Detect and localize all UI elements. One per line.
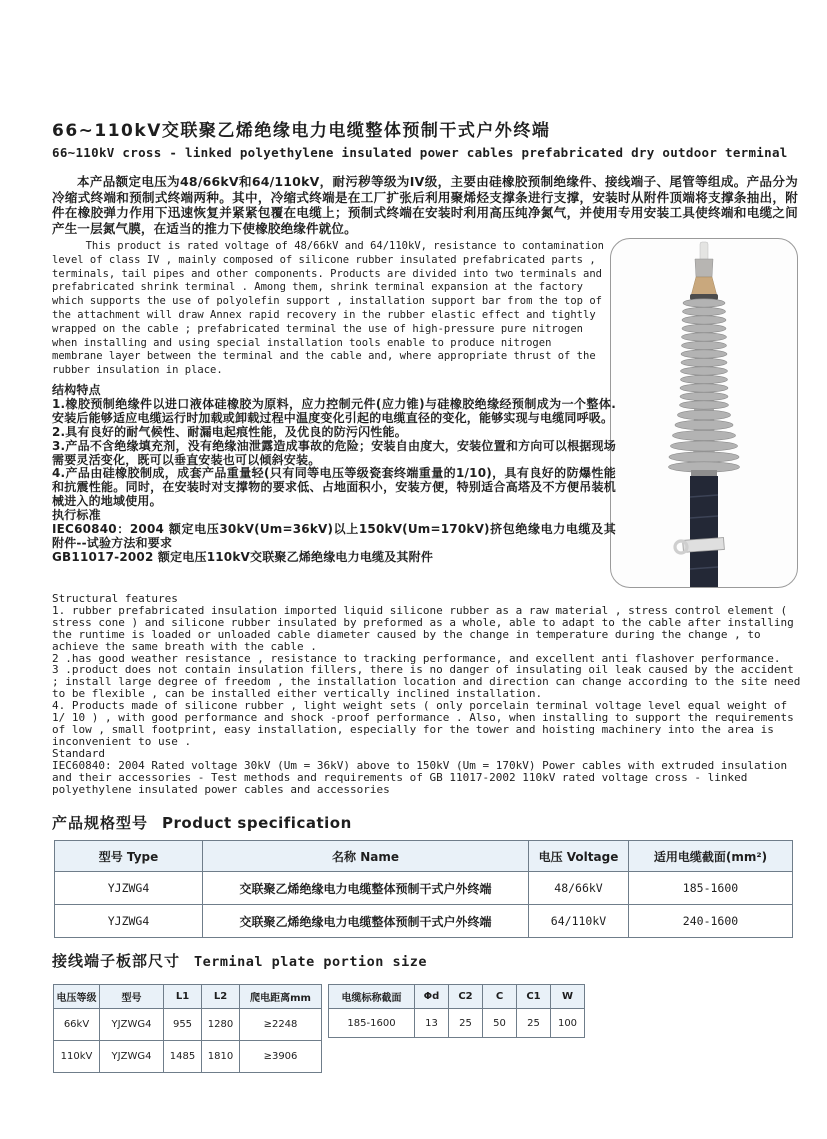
size-col-creepage: 爬电距离mm bbox=[240, 985, 322, 1009]
spec-table-row-1 bbox=[55, 872, 793, 905]
dim-col-phid: Φd bbox=[415, 985, 449, 1009]
spec-heading-zh: 产品规格型号 bbox=[52, 814, 149, 832]
size-cell: ≥2248 bbox=[240, 1009, 322, 1041]
standard-zh-line-1: IEC60840：2004 额定电压30kV(Um=36kV)以上150kV(Um=170kV)挤包绝缘电力电缆及其附件--试验方法和要求 bbox=[52, 522, 616, 550]
size-cell: 955 bbox=[164, 1009, 202, 1041]
spec-col-voltage: 电压 Voltage bbox=[529, 841, 629, 872]
terminal-section-heading bbox=[52, 950, 427, 971]
size-cell: 1810 bbox=[202, 1041, 240, 1073]
dim-cell: 185-1600 bbox=[329, 1009, 415, 1038]
dim-col-c2: C2 bbox=[449, 985, 483, 1009]
spec-col-type: 型号 Type bbox=[55, 841, 203, 872]
size-cell: 110kV bbox=[54, 1041, 100, 1073]
spec-cell-name: 交联聚乙烯绝缘电力电缆整体预制干式户外终端 bbox=[203, 905, 529, 938]
product-spec-table bbox=[54, 840, 793, 938]
spec-col-name: 名称 Name bbox=[203, 841, 529, 872]
standard-en-text: IEC60840: 2004 Rated voltage 30kV (Um = 36kV) above to 150kV (Um = 170kV) Power cables with extruded insulation and their accessories - Test methods and requirements of GB 11017-2002 110kV rated voltage cross - linked polyethylene insulated power cables and accessories bbox=[52, 758, 788, 796]
dim-table-header-row bbox=[329, 985, 585, 1009]
size-table-header-row bbox=[54, 985, 322, 1009]
features-en-item-1: 1. rubber prefabricated insulation imported liquid silicone rubber as a raw material , stress control element ( stress cone ) and silicone rubber insulated by preformed as a whole, able to adapt to the cable after installing the runtime is loaded or unloaded cable diameter caused by the change in temperature during the change , to achieve the same breath with the cable . bbox=[52, 603, 794, 653]
features-zh-item-2: 2.具有良好的耐气候性、耐漏电起痕性能，及优良的防污闪性能。 bbox=[52, 424, 407, 439]
cable-terminal-photo bbox=[611, 239, 797, 587]
standard-zh-line-2: GB11017-2002 额定电压110kV交联聚乙烯绝缘电力电缆及其附件 bbox=[52, 549, 434, 564]
dim-cell: 25 bbox=[517, 1009, 551, 1038]
size-col-l2: L2 bbox=[202, 985, 240, 1009]
features-en-item-2: 2 .has good weather resistance , resistance to tracking performance, and excellent anti flashover performance. bbox=[52, 651, 781, 665]
features-zh-item-1: 1.橡胶预制绝缘件以进口液体硅橡胶为原料，应力控制元件(应力锥)与硅橡胶绝缘经预制成为一个整体.安装后能够适应电缆运行时加载或卸载过程中温度变化引起的电缆直径的变化，能够实现与电缆同呼吸。 bbox=[52, 396, 616, 425]
size-cell: YJZWG4 bbox=[100, 1009, 164, 1041]
features-zh-item-4: 4.产品由硅橡胶制成，成套产品重量轻(只有同等电压等级瓷套终端重量的1/10)，具有良好的防爆性能和抗震性能。同时，在安装时对支撑物的要求低、占地面积小，安装方便，特别适合高塔及不方便吊装机械进入的地域使用。 bbox=[52, 466, 616, 509]
spec-table-row-2 bbox=[55, 905, 793, 938]
dim-cell: 100 bbox=[551, 1009, 585, 1038]
features-en-heading: Structural features bbox=[52, 592, 178, 605]
size-col-l1: L1 bbox=[164, 985, 202, 1009]
spec-cell-section: 240-1600 bbox=[629, 905, 793, 938]
spec-cell-name: 交联聚乙烯绝缘电力电缆整体预制干式户外终端 bbox=[203, 872, 529, 905]
spec-section-heading bbox=[52, 812, 352, 833]
features-zh-item-3: 3.产品不含绝缘填充剂，没有绝缘油泄露造成事故的危险；安装自由度大，安装位置和方向可以根据现场需要灵活变化，既可以垂直安装也可以倾斜安装。 bbox=[52, 438, 616, 467]
spec-cell-voltage: 48/66kV bbox=[529, 872, 629, 905]
size-col-voltage-class: 电压等级 bbox=[54, 985, 100, 1009]
dim-col-c: C bbox=[483, 985, 517, 1009]
terminal-dim-table bbox=[328, 984, 585, 1038]
page-title-en: 66~110kV cross - linked polyethylene insulated power cables prefabricated dry outdoor terminal bbox=[52, 145, 788, 160]
dim-cell: 13 bbox=[415, 1009, 449, 1038]
intro-paragraph-en: This product is rated voltage of 48/66kV and 64/110kV, resistance to contamination level of class IV , mainly composed of silicone rubber insulated prefabricated parts , terminals, tail pipes and other components. Products are divided into two terminals and prefabricated shrink terminal . Among them, shrink terminal expansion at the factory which supports the use of polyolefin support , installation support bar from the top of the attachment will draw Annex rapid recovery in the rubber elastic effect and tightly wrapped on the cable ; prefabricated terminal the use of high-pressure pure nitrogen when installing and using special installation tools enable to produce nitrogen membrane layer between the terminal and the cable and, where appropriate thrust of the rubber insulation in place. bbox=[52, 240, 604, 377]
size-cell: YJZWG4 bbox=[100, 1041, 164, 1073]
size-table-row-1 bbox=[54, 1009, 322, 1041]
features-en-item-3: 3 .product does not contain insulation fillers, there is no danger of insulating oil leak caused by the accident ; install large degree of freedom , the installation location and direction can change according to the site need to be flexible , can be installed either vertically inclined installation. bbox=[52, 663, 801, 701]
size-cell: 66kV bbox=[54, 1009, 100, 1041]
features-en-item-4: 4. Products made of silicone rubber , light weight sets ( only porcelain terminal voltage level equal weight of 1/ 10 ) , with good performance and shock -proof performance . Also, when installing to support the requirements of low , small footprint, easy installation, especially for the tower and hoisting machinery into the area is inconvenient to use . bbox=[52, 699, 794, 748]
dim-cell: 50 bbox=[483, 1009, 517, 1038]
product-photo-frame bbox=[610, 238, 798, 588]
spec-cell-voltage: 64/110kV bbox=[529, 905, 629, 938]
size-col-type: 型号 bbox=[100, 985, 164, 1009]
structural-features-en bbox=[52, 593, 806, 795]
spec-cell-type: YJZWG4 bbox=[55, 872, 203, 905]
spec-cell-type: YJZWG4 bbox=[55, 905, 203, 938]
page-title: 66~110kV交联聚乙烯绝缘电力电缆整体预制干式户外终端 bbox=[52, 121, 551, 141]
standard-en-heading: Standard bbox=[52, 746, 105, 760]
dim-table-row-1 bbox=[329, 1009, 585, 1038]
spec-heading-en: Product specification bbox=[162, 814, 352, 832]
dim-col-cable-section: 电缆标称截面 bbox=[329, 985, 415, 1009]
spec-col-section: 适用电缆截面(mm²) bbox=[629, 841, 793, 872]
structural-features-zh bbox=[52, 384, 616, 565]
standard-zh-heading: 执行标准 bbox=[52, 508, 101, 523]
terminal-heading-zh: 接线端子板部尺寸 bbox=[52, 952, 181, 970]
size-cell: 1280 bbox=[202, 1009, 240, 1041]
size-cell: 1485 bbox=[164, 1041, 202, 1073]
intro-paragraph-zh: 本产品额定电压为48/66kV和64/110kV，耐污秽等级为IV级，主要由硅橡胶预制绝缘件、接线端子、尾管等组成。产品分为冷缩式终端和预制式终端两种。其中，冷缩式终端是在工厂扩张后利用聚烯烃支撑条进行支撑，安装时从附件顶端将支撑条抽出，附件在橡胶弹力作用下迅速恢复并紧紧包覆在电缆上；预制式终端在安装时利用高压纯净氮气，并使用专用安装工具使终端和电缆之间产生一层氮气膜，在适当的推力下使橡胶绝缘件就位。 bbox=[52, 174, 798, 236]
dim-cell: 25 bbox=[449, 1009, 483, 1038]
size-table-row-2 bbox=[54, 1041, 322, 1073]
dim-col-w: W bbox=[551, 985, 585, 1009]
size-cell: ≥3906 bbox=[240, 1041, 322, 1073]
terminal-heading-en: Terminal plate portion size bbox=[194, 954, 427, 970]
features-zh-heading: 结构特点 bbox=[52, 383, 101, 397]
spec-table-header-row bbox=[55, 841, 793, 872]
terminal-size-table bbox=[53, 984, 322, 1073]
dim-col-c1: C1 bbox=[517, 985, 551, 1009]
spec-cell-section: 185-1600 bbox=[629, 872, 793, 905]
